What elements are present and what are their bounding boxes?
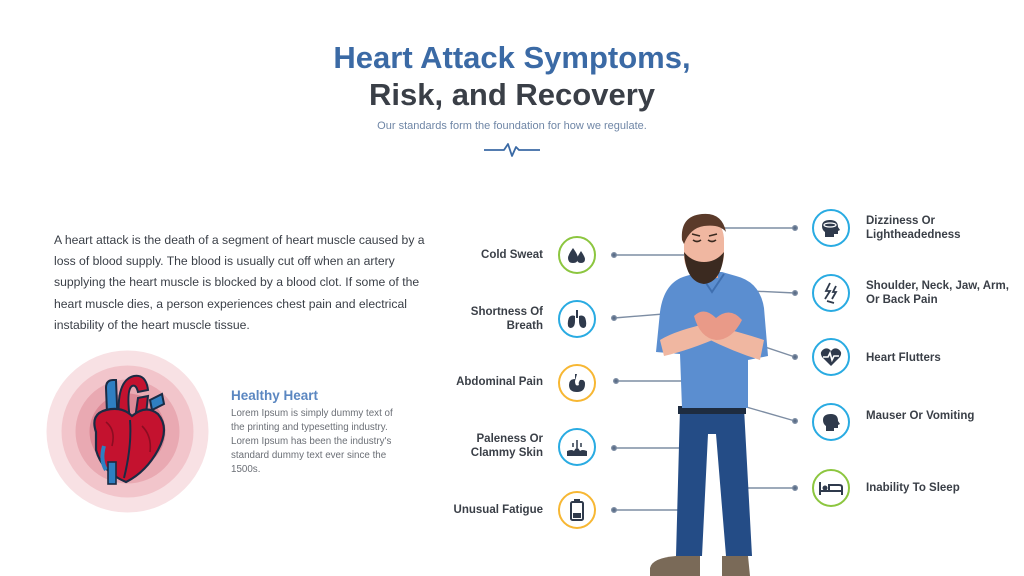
page-title: Heart Attack Symptoms, <box>333 40 691 75</box>
lightning-pain-icon <box>812 274 850 312</box>
stomach-icon <box>558 364 596 402</box>
symptom-label-paleness: Paleness Or Clammy Skin <box>470 433 543 459</box>
dizzy-head-icon <box>812 209 850 247</box>
symptom-label-inability-to-sleep: Inability To Sleep <box>866 482 960 494</box>
symptom-label-cold-sweat: Cold Sweat <box>481 249 543 261</box>
symptom-label-abdominal-pain: Abdominal Pain <box>456 376 543 388</box>
page-subtitle: Our standards form the foundation for how we regulate. <box>377 120 647 132</box>
water-drops-icon <box>558 236 596 274</box>
nausea-head-icon <box>812 403 850 441</box>
symptom-label-dizziness: Dizziness Or Lightheadedness <box>866 215 961 241</box>
symptom-label-nausea: Mauser Or Vomiting <box>866 410 975 422</box>
symptom-label-unusual-fatigue: Unusual Fatigue <box>453 504 543 516</box>
intro-paragraph: A heart attack is the death of a segment of heart muscle caused by a loss of blood supply. The blood is usually cut off when an artery supplying the heart muscle is blocked by a blood clot. If some of the heart muscle dies, a person experiences chest pain and electrical instability of the heart muscle tissue. <box>54 233 425 332</box>
healthy-heart-title: Healthy Heart <box>231 388 319 403</box>
symptom-label-shortness-of-breath: Shortness Of Breath <box>470 306 543 332</box>
heart-pulse-icon <box>812 338 850 376</box>
healthy-heart-text: Lorem Ipsum is simply dummy text of the printing and typesetting industry. Lorem Ipsum has been the industry's standard dummy text ever since the 1500s. <box>231 408 393 475</box>
bed-icon <box>812 469 850 507</box>
symptom-label-heart-flutters: Heart Flutters <box>866 352 941 364</box>
skin-icon <box>558 428 596 466</box>
symptom-label-shoulder-pain: Shoulder, Neck, Jaw, Arm, Or Back Pain <box>866 280 1009 306</box>
lungs-icon <box>558 300 596 338</box>
page-title-line2: Risk, and Recovery <box>368 77 656 112</box>
low-battery-icon <box>558 491 596 529</box>
